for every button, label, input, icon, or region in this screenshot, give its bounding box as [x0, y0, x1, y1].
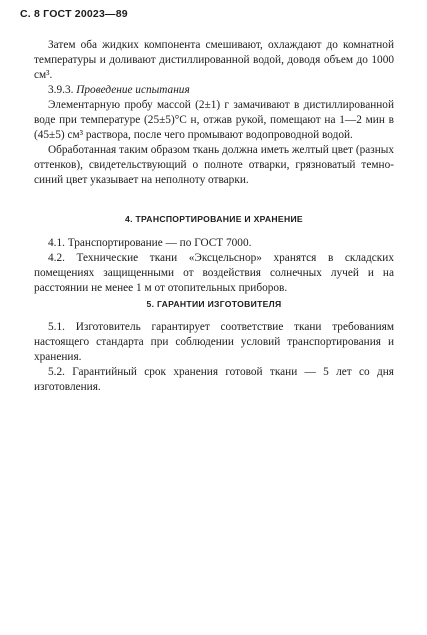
section-4-heading: 4. ТРАНСПОРТИРОВАНИЕ И ХРАНЕНИЕ — [125, 214, 303, 224]
subsection-number: 3.9.3. — [48, 84, 74, 96]
subsection-3-9-3 — [34, 83, 394, 98]
paragraph-test-result: Обработанная таким образом ткань должна иметь желтый цвет (разных оттенков), свидетельствующий о полноте отварки, грязноватый темно-синий цвет указывает на неполноту отварки. — [34, 144, 394, 186]
paragraph-4-1: 4.1. Транспортирование — по ГОСТ 7000. — [48, 237, 252, 249]
section-4-body — [34, 236, 394, 296]
section-3-continuation — [34, 38, 394, 188]
page-header: С. 8 ГОСТ 20023—89 — [20, 8, 128, 20]
section-5-body — [34, 320, 394, 395]
paragraph-mixing: Затем оба жидких компонента смешивают, охлаждают до комнатной температуры и доливают дистиллированной водой, доводя объем до 1000 см³. — [34, 39, 394, 81]
paragraph-test-procedure: Элементарную пробу массой (2±1) г замачивают в дистиллированной воде при температуре (25±5)°С н, отжав рукой, помещают на 1—2 мин в (45±5) см³ раствора, после чего промывают водопроводной водой. — [34, 99, 394, 141]
subsection-title: Проведение испытания — [76, 84, 190, 96]
section-5-heading: 5. ГАРАНТИИ ИЗГОТОВИТЕЛЯ — [146, 299, 282, 309]
paragraph-5-2: 5.2. Гарантийный срок хранения готовой ткани — 5 лет со дня изготовления. — [34, 366, 394, 393]
paragraph-5-1: 5.1. Изготовитель гарантирует соответствие ткани требованиям настоящего стандарта при соблюдении условий транспортирования и хранения. — [34, 321, 394, 363]
paragraph-4-2: 4.2. Технические ткани «Эксцельснор» хранятся в складских помещениях защищенными от воздействия солнечных лучей и на расстоянии не менее 1 м от отопительных приборов. — [34, 252, 394, 294]
